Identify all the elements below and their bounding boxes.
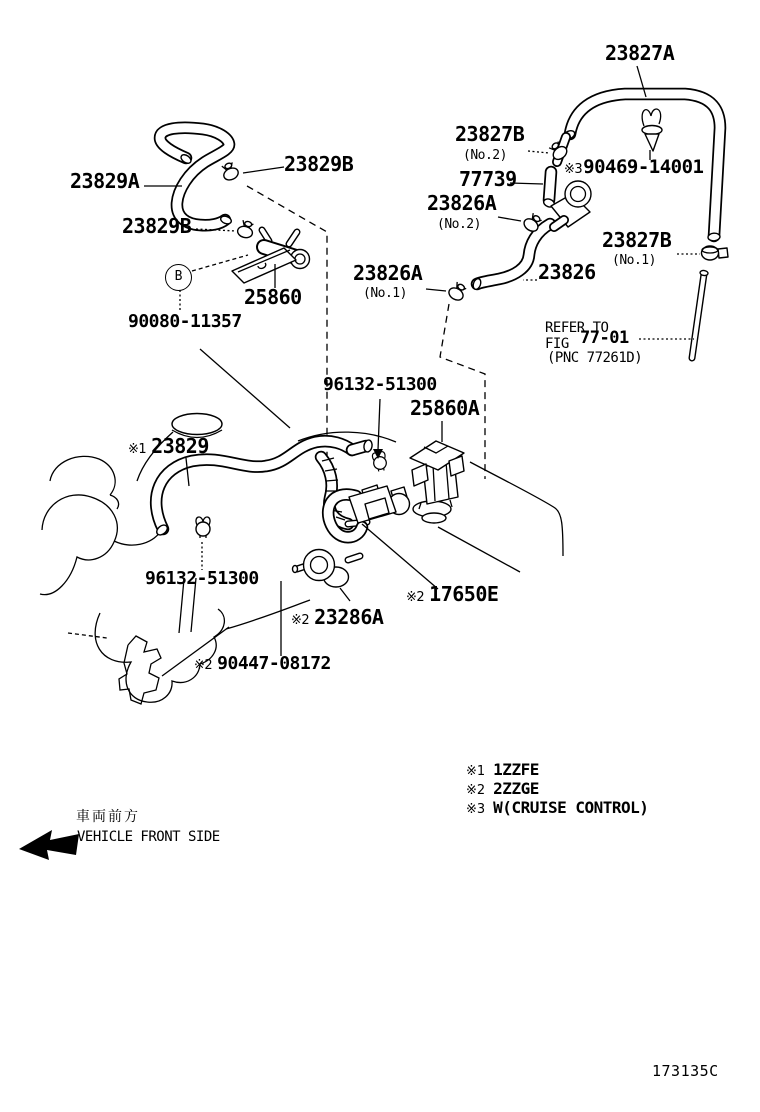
part-label-23286a [291, 607, 383, 627]
filter-23286a [293, 550, 361, 588]
part-number-23286a: 23286A [314, 605, 384, 629]
refer-note-pnc: (PNC 77261D) [547, 350, 643, 366]
grommet-96132-bottom [196, 517, 210, 538]
legend-ref-3: ※3 [466, 802, 486, 817]
part-label-23829b-top: 23829B [284, 152, 354, 176]
figure-code: 173135C [652, 1062, 719, 1080]
legend-ref-1: ※1 [466, 764, 486, 779]
ref-mark-2b: ※2 [291, 613, 310, 628]
sublabel-no1-a: (No.1) [612, 253, 656, 268]
part-label-23827b-no2: 23827B [455, 122, 525, 146]
part-label-23829a: 23829A [70, 169, 140, 193]
ref-mark-1: ※1 [128, 442, 147, 457]
vehicle-front-arrow-icon [19, 830, 79, 860]
valve-25860a [410, 441, 464, 523]
part-label-90080: 90080-11357 [128, 311, 242, 332]
hose-23829a [160, 128, 232, 226]
part-label-90447 [194, 655, 331, 673]
legend-row-1 [466, 762, 539, 778]
clamp-23829b-top [220, 161, 241, 182]
ref-mark-2c: ※2 [194, 658, 213, 673]
ref-mark-2a: ※2 [406, 590, 425, 605]
legend-row-2 [466, 781, 539, 797]
refer-note-line1: REFER TO [545, 320, 609, 336]
refer-note-fig-num: 77-01 [580, 328, 629, 348]
engine-outline [40, 349, 563, 704]
clip-90469 [642, 109, 662, 151]
vehicle-front-label-jp: 車両前方 [76, 808, 140, 824]
part-label-23826: 23826 [538, 260, 596, 284]
pipe-stub-25860a [352, 439, 373, 452]
part-label-23826a-no1: 23826A [353, 261, 423, 285]
sublabel-no1-b: (No.1) [363, 286, 407, 301]
clamp-23826a-no1 [447, 281, 468, 303]
part-label-23829b-bottom: 23829B [122, 214, 192, 238]
sublabel-no2-b: (No.2) [437, 217, 481, 232]
part-label-96132-top: 96132-51300 [323, 374, 437, 395]
legend-text-2: 2ZZGE [493, 779, 539, 798]
part-label-17650e [406, 584, 498, 604]
part-label-96132-bottom: 96132-51300 [145, 568, 259, 589]
part-number-90447: 90447-08172 [217, 653, 331, 674]
vehicle-front-label-en: VEHICLE FRONT SIDE [77, 829, 220, 845]
part-label-23826a-no2: 23826A [427, 191, 497, 215]
part-label-23827b-no1: 23827B [602, 228, 672, 252]
part-label-90469 [564, 158, 704, 177]
legend-row-3 [466, 800, 648, 816]
clamp-23827b-no1 [702, 246, 729, 260]
clamp-23829b-bottom [236, 219, 255, 239]
detail-mark-b: B [165, 264, 192, 291]
legend-text-3: W(CRUISE CONTROL) [493, 798, 649, 817]
part-label-77739: 77739 [459, 167, 517, 191]
part-number-17650e: 17650E [429, 582, 499, 606]
part-number-23829: 23829 [151, 434, 209, 458]
part-label-25860a: 25860A [410, 396, 480, 420]
pipe-77261d [692, 270, 708, 358]
refer-note-fig: FIG [545, 336, 569, 352]
part-label-23829 [128, 436, 209, 456]
part-number-90469: 90469-14001 [583, 156, 704, 178]
sublabel-no2-a: (No.2) [463, 148, 507, 163]
ref-mark-3: ※3 [564, 162, 583, 177]
part-label-23827a: 23827A [605, 41, 675, 65]
part-label-25860: 25860 [244, 285, 302, 309]
legend-ref-2: ※2 [466, 783, 486, 798]
legend-text-1: 1ZZFE [493, 760, 539, 779]
